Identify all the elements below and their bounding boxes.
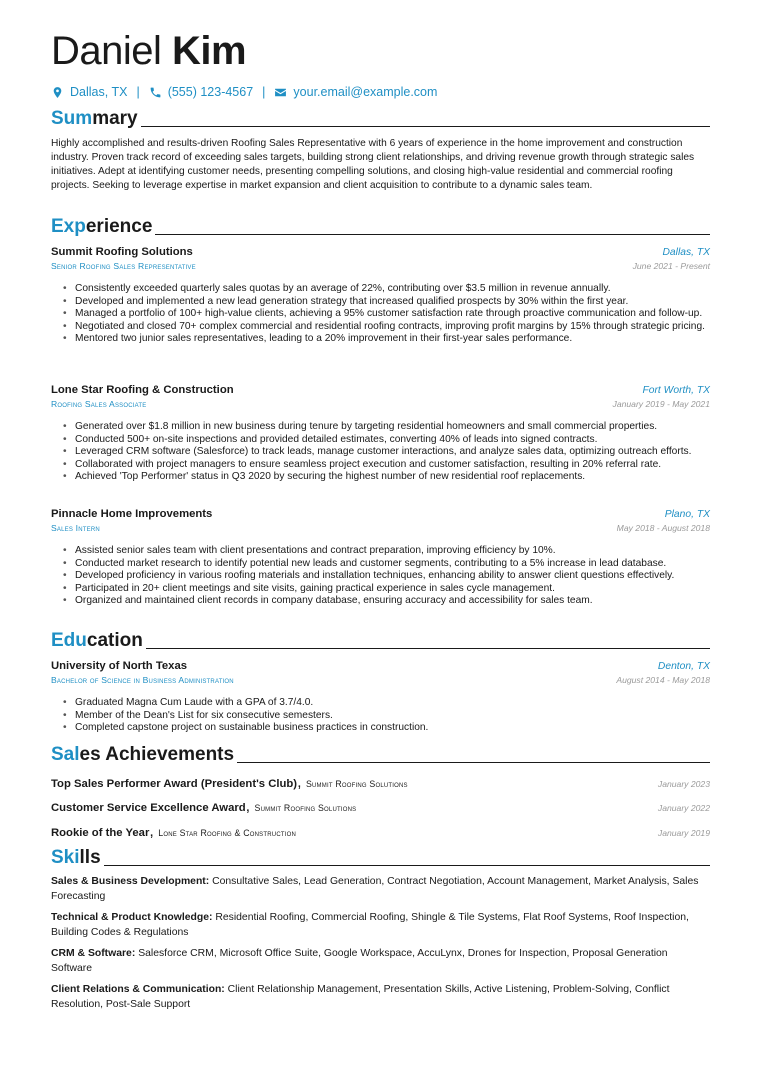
bullet-item: • Leveraged CRM software (Salesforce) to track leads, manage customer interactions, and analyze sales data, optimizing outreach efforts. <box>63 446 710 459</box>
award-date: January 2023 <box>657 779 710 789</box>
bullet-item: • Managed a portfolio of 100+ high-value clients, achieving a 95% customer satisfaction rate through proactive communication and follow-up. <box>63 308 710 321</box>
contact-separator: | <box>136 85 140 99</box>
skill-group <box>51 947 710 976</box>
bullet-item: • Member of the Dean's List for six consecutive semesters. <box>63 710 710 723</box>
bullet-item: • Negotiated and closed 70+ complex commercial and residential roofing contracts, improving profit margins by 15% through strategic pricing. <box>63 321 710 334</box>
contact-separator: | <box>262 85 266 99</box>
section-title: Experience <box>51 216 153 237</box>
award-item: Rookie of the Year, Lone Star Roofing & Construction January 2019 <box>51 823 710 840</box>
experience-heading <box>51 216 710 238</box>
job-bullets <box>63 545 710 608</box>
bullet-item: • Conducted 500+ on-site inspections and provided detailed estimates, converting 40% of leads into signed contracts. <box>63 434 710 447</box>
bullet-item: • Generated over $1.8 million in new business during tenure by targeting residential homeowners and small commercial properties. <box>63 421 710 434</box>
skill-list: Client Relationship Management, Presentation Skills, Active Listening, Problem-Solving, Conflict Resolution, Post-Sale Support <box>51 984 670 1010</box>
skill-category: Sales & Business Development: <box>51 876 210 887</box>
award-org: Summit Roofing Solutions <box>305 779 408 789</box>
skills-heading <box>51 847 710 869</box>
award-name: Top Sales Performer Award (President's Club) <box>51 778 298 790</box>
degree: Bachelor of Science in Business Administration <box>51 675 234 685</box>
award-date: January 2022 <box>657 803 710 813</box>
contact-phone[interactable] <box>149 85 253 99</box>
section-rule <box>237 762 710 763</box>
bullet-item: • Conducted market research to identify potential new leads and customer segments, contributing to a 5% increase in lead database. <box>63 558 710 571</box>
bullet-item: • Collaborated with project managers to ensure seamless project execution and customer satisfaction, resulting in 20% referral rate. <box>63 459 710 472</box>
bullet-item: • Assisted senior sales team with client presentations and contract preparation, improving efficiency by 10%. <box>63 545 710 558</box>
location-text: Dallas, TX <box>70 85 128 99</box>
first-name: Daniel <box>51 29 162 73</box>
award-org: Lone Star Roofing & Construction <box>158 828 296 838</box>
phone-icon <box>149 86 162 99</box>
company-name: Pinnacle Home Improvements <box>51 508 213 520</box>
job-dates: June 2021 - Present <box>632 261 710 271</box>
section-rule <box>155 234 710 235</box>
bullet-item: • Completed capstone project on sustainable business practices in construction. <box>63 722 710 735</box>
bullet-item: • Achieved 'Top Performer' status in Q3 2020 by securing the highest number of new residential roof replacements. <box>63 471 710 484</box>
school-name: University of North Texas <box>51 660 188 672</box>
bullet-item: • Consistently exceeded quarterly sales quotas by an average of 22%, contributing over $3.5 million in revenue annually. <box>63 283 710 296</box>
candidate-name <box>51 28 246 74</box>
summary-heading <box>51 108 710 130</box>
award-item: Customer Service Excellence Award, Summit Roofing Solutions January 2022 <box>51 798 710 815</box>
skill-category: Client Relations & Communication: <box>51 984 225 995</box>
job-dates: January 2019 - May 2021 <box>612 399 710 409</box>
education-entry <box>51 660 710 735</box>
skill-group <box>51 875 710 904</box>
skill-category: CRM & Software: <box>51 948 136 959</box>
job-bullets <box>63 283 710 346</box>
job-title: Sales Intern <box>51 523 100 533</box>
job-entry <box>51 508 710 608</box>
skill-group <box>51 983 710 1012</box>
bullet-item: • Mentored two junior sales representatives, leading to a 20% improvement in their first-year sales performance. <box>63 333 710 346</box>
section-title: Summary <box>51 108 138 129</box>
education-bullets <box>63 697 710 735</box>
section-title: Sales Achievements <box>51 744 235 765</box>
bullet-item: • Participated in 20+ client meetings and site visits, gaining practical experience in sales cycle management. <box>63 583 710 596</box>
bullet-item: • Developed proficiency in various roofing materials and installation techniques, enhancing ability to answer client questions effectively. <box>63 570 710 583</box>
section-rule <box>146 648 710 649</box>
section-rule <box>141 126 710 127</box>
job-entry <box>51 246 710 346</box>
award-org: Summit Roofing Solutions <box>254 803 357 813</box>
contact-line <box>51 85 437 99</box>
award-item: Top Sales Performer Award (President's Club), Summit Roofing Solutions January 2023 <box>51 774 710 791</box>
bullet-item: • Graduated Magna Cum Laude with a GPA of 3.7/4.0. <box>63 697 710 710</box>
summary-text: Highly accomplished and results-driven Roofing Sales Representative with 6 years of experience in the home improvement and construction industry. Proven track record of exceeding sales targets, building strong client relationships, and driving revenue growth through strategic sales initiatives. Adept at identifying customer needs, presenting compelling solutions, and closing high-value residential and commercial roofing projects. Seeking to leverage expertise in market expansion and client acquisition to contribute to a dynamic sales team. <box>51 138 695 191</box>
envelope-icon <box>274 86 287 99</box>
job-title: Senior Roofing Sales Representative <box>51 261 196 271</box>
bullet-item: • Developed and implemented a new lead generation strategy that increased qualified prospects by 30% within the first year. <box>63 296 710 309</box>
company-name: Summit Roofing Solutions <box>51 246 193 258</box>
section-title: Skills <box>51 847 101 868</box>
phone-text: (555) 123-4567 <box>167 85 254 99</box>
job-title: Roofing Sales Associate <box>51 399 147 409</box>
award-date: January 2019 <box>657 828 710 838</box>
map-marker-icon <box>51 86 64 99</box>
job-location: Fort Worth, TX <box>642 385 710 396</box>
contact-location <box>51 85 127 99</box>
job-location: Plano, TX <box>664 509 710 520</box>
last-name: Kim <box>172 29 247 73</box>
education-dates: August 2014 - May 2018 <box>616 675 710 685</box>
section-title: Education <box>51 630 143 651</box>
bullet-item: • Organized and maintained client records in company database, ensuring accuracy and accessibility for sales team. <box>63 595 710 608</box>
skill-list: Consultative Sales, Lead Generation, Contract Negotiation, Account Management, Market Analysis, Sales Forecasting <box>51 876 699 902</box>
skill-list: Salesforce CRM, Microsoft Office Suite, Google Workspace, AccuLynx, Drones for Inspection, Proposal Generation Software <box>51 948 668 974</box>
job-entry <box>51 384 710 484</box>
company-name: Lone Star Roofing & Construction <box>51 384 234 396</box>
skill-category: Technical & Product Knowledge: <box>51 912 213 923</box>
job-bullets <box>63 421 710 484</box>
skill-list: Residential Roofing, Commercial Roofing, Shingle & Tile Systems, Flat Roof Systems, Roof Inspection, Building Codes & Regulations <box>51 912 689 938</box>
email-text: your.email@example.com <box>293 85 438 99</box>
award-name: Customer Service Excellence Award <box>51 802 246 814</box>
job-location: Dallas, TX <box>662 247 710 258</box>
section-rule <box>104 865 710 866</box>
job-dates: May 2018 - August 2018 <box>616 523 710 533</box>
award-name: Rookie of the Year <box>51 827 150 839</box>
skill-group <box>51 911 710 940</box>
contact-email[interactable] <box>274 85 437 99</box>
achievements-heading <box>51 744 710 766</box>
school-location: Denton, TX <box>657 661 710 672</box>
education-heading <box>51 630 710 652</box>
